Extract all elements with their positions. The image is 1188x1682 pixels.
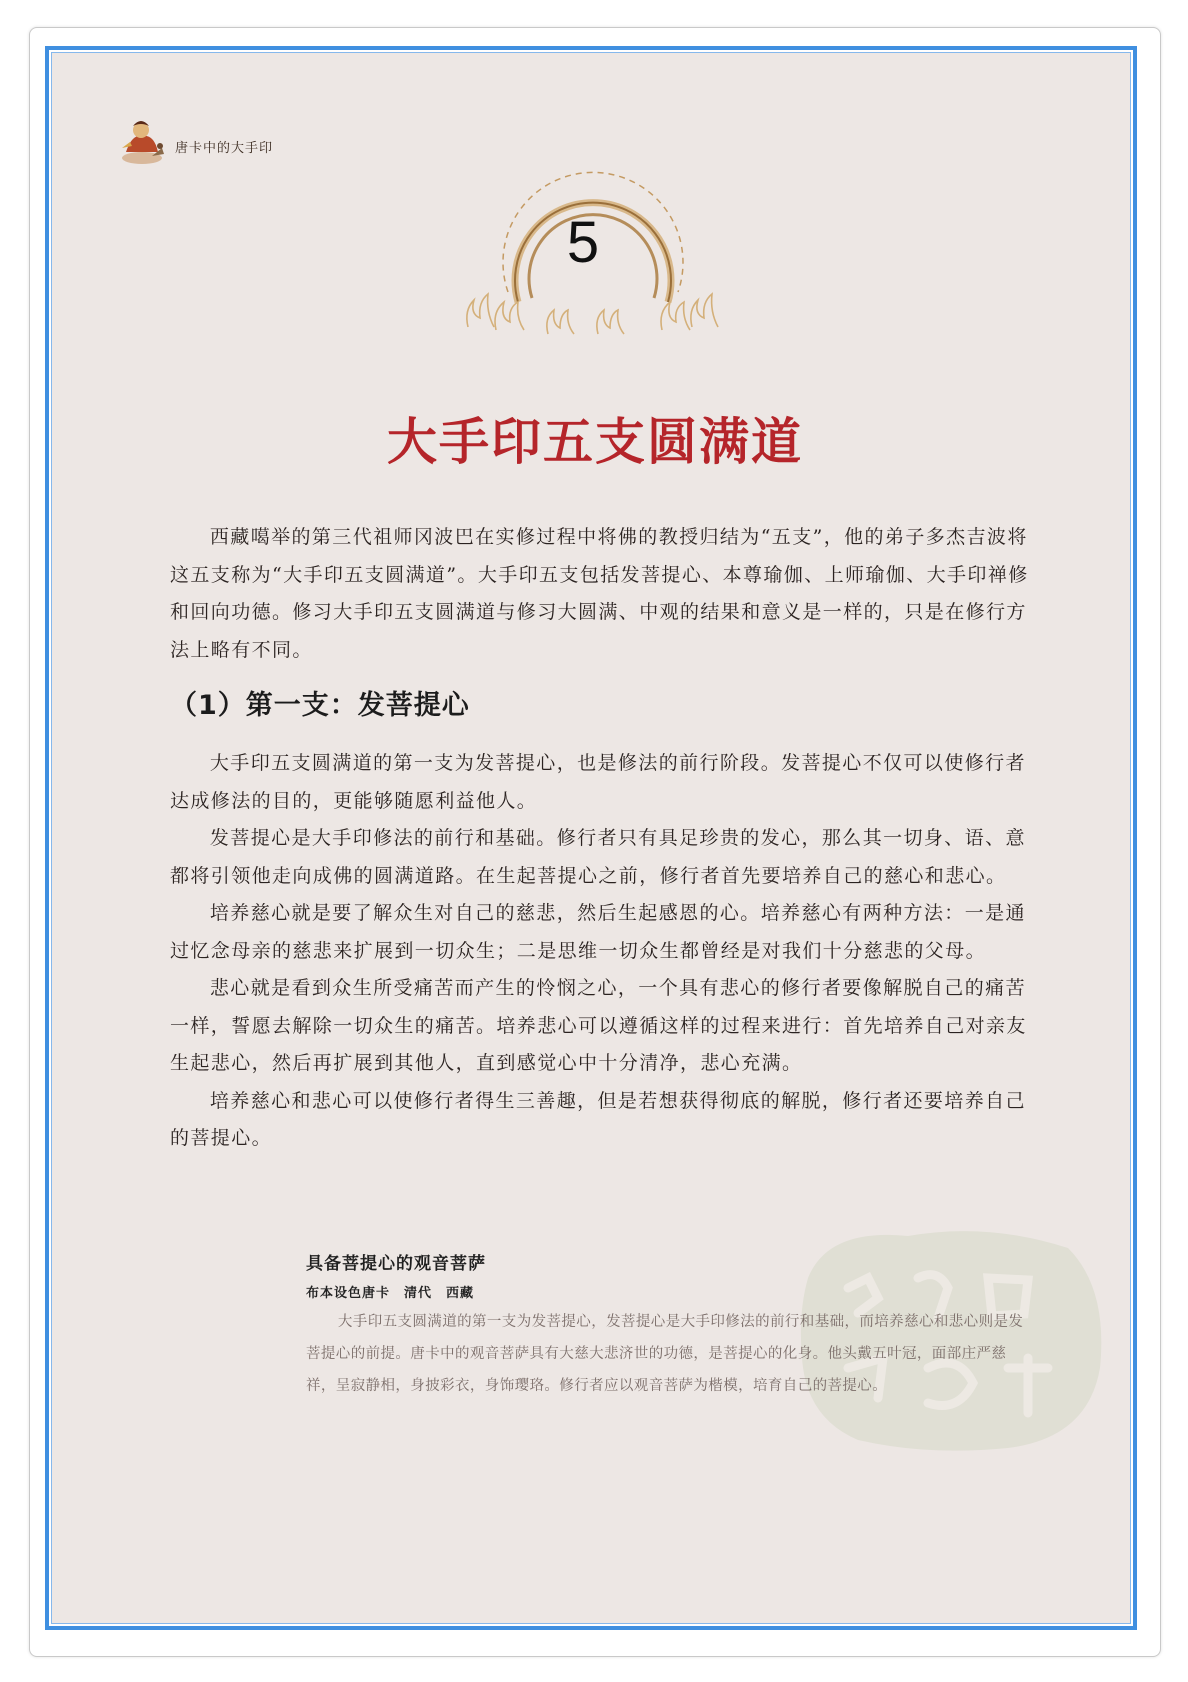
section-paragraph: 悲心就是看到众生所受痛苦而产生的怜悯之心，一个具有悲心的修行者要像解脱自己的痛苦一样，誓愿去解除一切众生的痛苦。培养悲心可以遵循这样的过程来进行：首先培养自己对亲友生起悲心，然后再扩展到其他人，直到感觉心中十分清净，悲心充满。 — [170, 977, 1027, 1074]
running-title: 唐卡中的大手印 — [175, 141, 274, 156]
section-paragraph: 培养慈心就是要了解众生对自己的慈悲，然后生起感恩的心。培养慈心有两种方法：一是通过忆念母亲的慈悲来扩展到一切众生；二是思维一切众生都曾经是对我们十分慈悲的父母。 — [170, 902, 1026, 962]
running-header — [112, 112, 412, 172]
section-paragraph: 培养慈心和悲心可以使修行者得生三善趣，但是若想获得彻底的解脱，修行者还要培养自己的菩提心。 — [170, 1089, 1026, 1149]
section-heading: （1）第一支：发菩提心 — [170, 690, 470, 721]
caption-subtitle: 布本设色唐卡 清代 西藏 — [306, 1286, 475, 1301]
chapter-number: 5 — [566, 210, 600, 275]
section-body — [170, 745, 1032, 1158]
seated-deity-mascot-icon — [112, 112, 168, 168]
chapter-title: 大手印五支圆满道 — [387, 413, 803, 471]
intro-paragraph: 西藏噶举的第三代祖师冈波巴在实修过程中将佛的教授归结为“五支”，他的弟子多杰吉波将这五支称为“大手印五支圆满道”。大手印五支包括发菩提心、本尊瑜伽、上师瑜伽、大手印禅修和回向功德。修习大手印五支圆满道与修习大圆满、中观的结果和意义是一样的，只是在修行方法上略有不同。 — [170, 526, 1029, 661]
section-paragraph: 发菩提心是大手印修法的前行和基础。修行者只有具足珍贵的发心，那么其一切身、语、意都将引领他走向成佛的圆满道路。在生起菩提心之前，修行者首先要培养自己的慈心和悲心。 — [170, 827, 1026, 887]
section-paragraph: 大手印五支圆满道的第一支为发菩提心，也是修法的前行阶段。发菩提心不仅可以使修行者达成修法的目的，更能够随愿利益他人。 — [170, 752, 1026, 812]
caption-body: 大手印五支圆满道的第一支为发菩提心，发菩提心是大手印修法的前行和基础，而培养慈心和悲心则是发菩提心的前提。唐卡中的观音菩萨具有大慈大悲济世的功德，是菩提心的化身。他头戴五叶冠，面部庄严慈祥，呈寂静相，身披彩衣，身饰璎珞。修行者应以观音菩萨为楷模，培育自己的菩提心。 — [306, 1314, 1024, 1394]
caption-title: 具备菩提心的观音菩萨 — [306, 1254, 486, 1274]
